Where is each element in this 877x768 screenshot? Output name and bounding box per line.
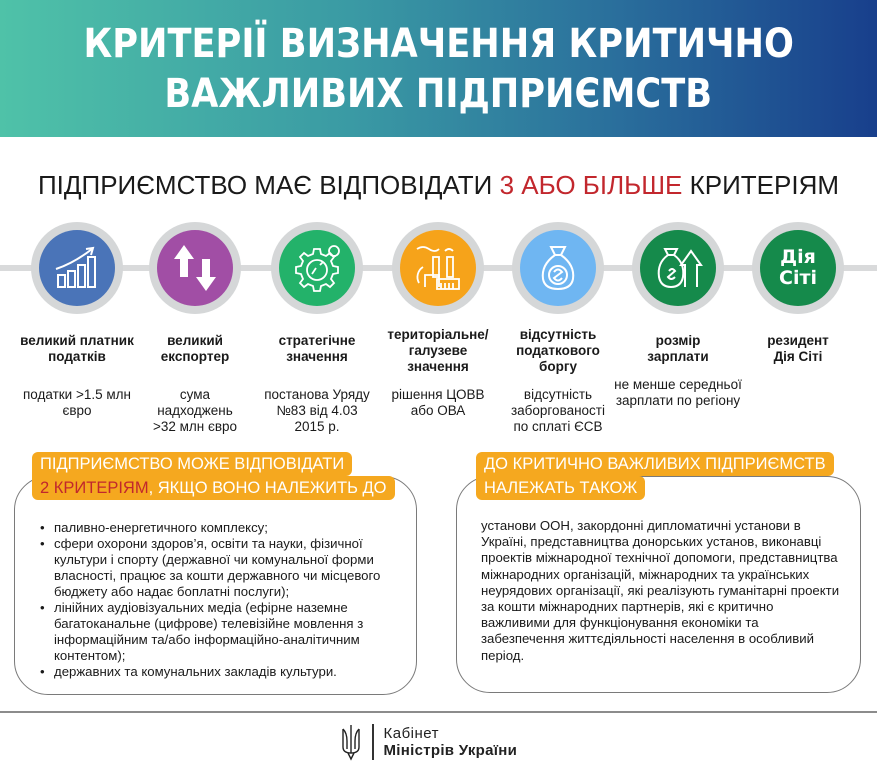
criterion-title: великий експортер [160, 333, 230, 364]
page-title-line2: ВАЖЛИВИХ ПІДПРИЄМСТВ [164, 70, 713, 117]
criterion-5 [498, 327, 618, 435]
criterion-title: великий платник податків [20, 333, 134, 364]
trident-icon [340, 723, 362, 761]
criterion-6 [614, 333, 742, 409]
criterion-4 [378, 327, 498, 419]
criterion-icon-3 [271, 222, 363, 314]
footer-separator [372, 724, 374, 760]
criterion-desc: не менше середньої зарплати по регіону [614, 377, 742, 408]
badge-line2: НАЛЕЖАТЬ ТАКОЖ [476, 476, 645, 500]
criterion-desc: постанова Уряду №83 від 4.03 2015 р. [264, 387, 370, 434]
criterion-3 [257, 333, 377, 435]
list-item: • сфери охорони здоров’я, освіти та науки, фізичної культури і спорту (державної чи комунальної форми власності, працює за кошти державного чи місцевого бюджету або надає боплатні послуги); [40, 536, 410, 600]
criterion-title: територіальне/ галузеве значення [387, 327, 489, 374]
also-critical-text: установи ООН, закордонні дипломатичні установи в Україні, представництва донорських установ, виконавці проектів міжнародної технічної допомоги, представництва міжнародних організацій, міжнародних та українських неурядових організації, які реалізують гуманітарні проекти за кошти міжнародних партнерів, які є критично важливими для функціонування економіки та забезпечення життєдіяльності населення в особливий період. [481, 518, 840, 663]
criterion-icon-1 [31, 222, 123, 314]
criterion-title: відсутність податкового боргу [516, 327, 600, 374]
list-item: • паливно-енергетичного комплексу; [40, 520, 410, 536]
badge-line1: ПІДПРИЄМСТВО МОЖЕ ВІДПОВІДАТИ [32, 452, 352, 476]
badge-line2-rest: , ЯКЩО ВОНО НАЛЕЖИТЬ ДО [148, 479, 387, 497]
footer-logo [340, 720, 517, 764]
subtitle [0, 168, 877, 202]
diia-city-icon [760, 230, 836, 306]
industry-list [40, 520, 410, 680]
badge-accent: 2 КРИТЕРІЯМ [40, 479, 149, 497]
criterion-icon-4 [392, 222, 484, 314]
arrows-up-down-icon [168, 241, 222, 295]
criterion-title: резидент Дія Сіті [767, 333, 829, 364]
two-criteria-badge [32, 452, 395, 500]
criterion-icon-7 [752, 222, 844, 314]
criterion-desc: податки >1.5 млн євро [22, 387, 131, 418]
criterion-2 [135, 333, 255, 435]
strategy-gear-icon [290, 241, 344, 295]
criterion-desc: рішення ЦОВВ або ОВА [391, 387, 485, 418]
criterion-desc: сума надходжень >32 млн євро [152, 387, 238, 434]
page-title-line1: КРИТЕРІЇ ВИЗНАЧЕННЯ КРИТИЧНО [83, 20, 794, 67]
title-banner [0, 0, 877, 137]
subtitle-accent: 3 АБО БІЛЬШЕ [499, 170, 683, 200]
money-bag-arrow-up-icon [651, 241, 705, 295]
badge-line1: ДО КРИТИЧНО ВАЖЛИВИХ ПІДПРИЄМСТВ [476, 452, 834, 476]
money-bag-hryvnia-icon [531, 241, 585, 295]
footer-line2: Міністрів України [383, 741, 518, 759]
list-item: • державних та комунальних закладів культури. [40, 664, 410, 680]
criterion-icon-5 [512, 222, 604, 314]
subtitle-before: ПІДПРИЄМСТВО МАЄ ВІДПОВІДАТИ [37, 170, 500, 200]
footer-line1: Кабінет [383, 724, 440, 742]
criterion-title: розмір зарплати [647, 333, 709, 364]
criterion-7 [738, 333, 858, 385]
diia-city-icon-line2: Сіті [779, 267, 817, 289]
badge-line2 [32, 476, 395, 500]
factory-icon [411, 241, 465, 295]
criterion-1 [17, 333, 137, 419]
criterion-desc: відсутність заборгованості по сплаті ЄСВ [510, 387, 605, 434]
criterion-icon-2 [149, 222, 241, 314]
list-item: • лінійних аудіовізуальних медіа (ефірне наземне багатоканальне (цифрове) телевізійне мовлення з інформаційним та/або інформаційно-аналітичним контентом); [40, 600, 410, 664]
footer-divider [0, 711, 877, 713]
growth-chart-icon [50, 241, 104, 295]
criterion-title: стратегічне значення [278, 333, 356, 364]
also-critical-badge [476, 452, 834, 500]
subtitle-after: КРИТЕРІЯМ [682, 170, 840, 200]
diia-city-icon-line1: Дія [780, 246, 816, 268]
criterion-icon-6 [632, 222, 724, 314]
